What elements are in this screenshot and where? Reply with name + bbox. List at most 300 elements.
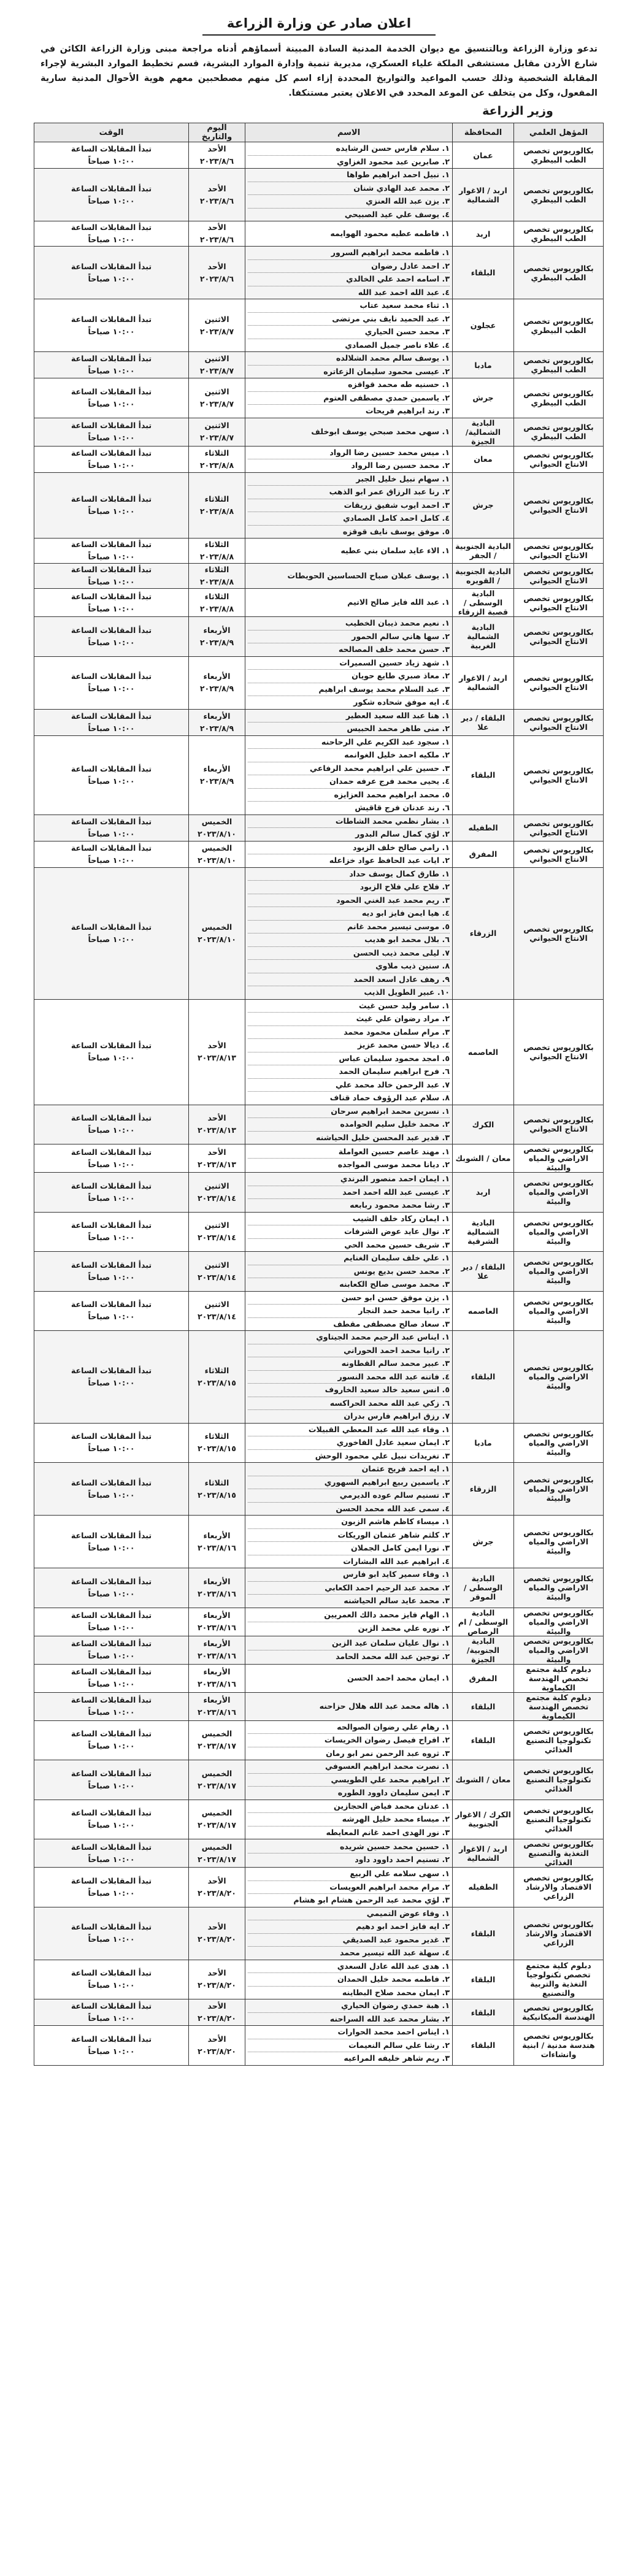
qualification-cell: بكالوريوس تخصص الاراضي والمياه والبيئة [514,1144,604,1173]
candidate-name: ٣. احمد ايوب شفيق زريقات [248,499,450,513]
governorate-cell: البلقاء [453,735,514,815]
time-cell [34,169,189,221]
names-cell [245,735,453,815]
time-cell [34,1173,189,1213]
time-cell [34,617,189,657]
candidate-name: ٦. بلال محمد ابو هديب [248,933,450,947]
interview-day: الأحد [207,2001,226,2011]
candidate-name: ١. فاطمه محمد ابراهيم السرور [248,247,450,260]
time-label: تبدأ المقابلات الساعة [71,922,152,932]
qualification-cell: بكالوريوس تخصص الطب البيطري [514,378,604,418]
candidate-name: ٢. مرام محمد ابراهيم العويسات [248,1881,450,1895]
interview-date: ٢٠٢٣/٨/٨ [199,506,234,516]
candidate-name: ١. ثناء محمد سعيد عتاب [248,299,450,313]
time-cell [34,841,189,867]
candidate-name: ١. سلام فارس حسن الرشايده [248,142,450,156]
governorate-cell: المفرق [453,841,514,867]
interview-date: ٢٠٢٣/٨/١٠ [197,829,236,838]
time-label: تبدأ المقابلات الساعة [71,1113,152,1123]
candidate-name: ٢. ملكيه احمد خليل الغوانمه [248,749,450,762]
names-cell [245,815,453,841]
candidate-name: ٤. فاتنه عبد الله محمد النسور [248,1371,450,1384]
date-cell [189,1144,245,1173]
date-cell [189,1907,245,1960]
candidate-name: ٢. رشا علي سالم النعيمات [248,2039,450,2053]
governorate-cell: البلقاء [453,247,514,299]
interview-day: الأربعاء [203,1611,231,1620]
date-cell [189,1692,245,1720]
time-label: تبدأ المقابلات الساعة [71,494,152,504]
candidate-name: ١. سجود عبد الكريم علي الرحاحنه [248,736,450,749]
time-value: ١٠:٠٠ صباحاً [88,1125,135,1135]
governorate-cell: العاصمه [453,999,514,1105]
candidate-name: ٢. ايمان سعيد عادل الفاخوري [248,1436,450,1450]
interview-date: ٢٠٢٣/٨/١٧ [197,1741,236,1751]
time-cell [34,1212,189,1252]
candidate-name: ١. سهام نبيل خليل الجبر [248,473,450,486]
candidate-name: ٢. فلاح علي فلاح الزبود [248,881,450,894]
table-row [34,1800,604,1839]
candidate-name: ٢. نوره علي محمد الزبن [358,1623,450,1633]
candidate-name: ٣. عبير محمد سالم القطاونه [248,1357,450,1371]
candidate-name: ٢. ياسمين حمدي مصطفى العتوم [248,392,450,405]
candidate-name: ٢. فاطمه محمد خليل الحمدان [248,1973,450,1987]
time-label: تبدأ المقابلات الساعة [71,1922,152,1931]
interview-day: الثلاثاء [204,1432,229,1441]
time-label: تبدأ المقابلات الساعة [71,1667,152,1676]
date-cell [189,589,245,617]
interview-date: ٢٠٢٣/٨/١٦ [197,1679,236,1689]
governorate-cell: الطفيله [453,815,514,841]
names-cell [245,867,453,999]
interview-day: الخميس [201,1768,233,1778]
governorate-cell: البادية الجنوبية / القويره [453,564,514,589]
names-cell [245,1291,453,1331]
candidate-name: ١. طارق كمال يوسف حداد [248,868,450,881]
governorate-cell: البلقاء [453,1999,514,2026]
interview-date: ٢٠٢٣/٨/١٤ [197,1272,236,1282]
time-label: تبدأ المقابلات الساعة [71,314,152,324]
time-cell [34,247,189,299]
interview-day: الأربعاء [203,1576,231,1586]
time-label: تبدأ المقابلات الساعة [71,540,152,549]
candidate-name: ١. سهى سلامه علي الربيع [248,1868,450,1881]
names-cell [245,656,453,709]
table-row [34,1331,604,1424]
interview-date: ٢٠٢٣/٨/٦ [199,274,234,283]
interview-day: الأحد [207,223,226,232]
candidate-name: ٢. تسنيم احمد داوود داود [355,1855,450,1864]
time-value: ١٠:٠٠ صباحاً [88,1679,135,1689]
interview-date: ٢٠٢٣/٨/٢٠ [197,1934,236,1944]
time-cell [34,1516,189,1568]
candidate-name: ١. هاله محمد عبد الله هلال حزاحنه [319,1701,450,1711]
candidate-name: ٧. ليلى محمد ذيب الحسن [248,947,450,960]
intro-paragraph: تدعو وزارة الزراعة وبالتنسيق مع ديوان الخدمة المدنية السادة المبينة أسماؤهم أدناه مراجعة مبنى وزارة الزراعة الكائن في شارع الأردن مقابل مستشفى الملكة علياء العسكري، مديرية تنمية وإدارة الموارد البشرية، قسم تخطيط الموارد البشرية لإجراء المقابلة الشخصية وذلك حسب المواعيد والتواريخ المحددة إزاء اسم كل منهم مصطحبين معهم هوية الأحوال المدنية سارية المفعول، وكل من يتخلف عن الموعد المحدد في الاعلان يعتبر مستنكفا. [40,44,598,98]
time-cell [34,1105,189,1144]
table-row [34,1664,604,1692]
time-cell [34,564,189,589]
time-value: ١٠:٠٠ صباحاً [88,855,135,865]
governorate-cell: الكرك / الاغوار الجنوبية [453,1800,514,1839]
candidate-name: ٣. حسن محمد خلف المصالحه [338,645,450,654]
time-value: ١٠:٠٠ صباحاً [88,196,135,205]
names-cell [245,169,453,221]
time-value: ١٠:٠٠ صباحاً [88,1623,135,1632]
candidate-name: ١. ايناس احمد محمد الحوارات [248,2026,450,2039]
interview-date: ٢٠٢٣/٨/١٦ [197,1651,236,1660]
time-value: ١٠:٠٠ صباحاً [88,1980,135,1990]
candidate-name: ٢. ديانا محمد موسى المواجده [337,1160,450,1169]
governorate-cell: البلقاء [453,1692,514,1720]
candidate-name: ٣. رشا محمد محمود ربابعه [350,1200,450,1209]
header-time: الوقت [34,123,189,142]
names-cell [245,1868,453,1907]
date-cell [189,221,245,247]
interview-day: الأربعاء [203,1639,231,1648]
names-cell [245,1800,453,1839]
date-cell [189,709,245,735]
time-label: تبدأ المقابلات الساعة [71,565,152,574]
governorate-cell: البلقاء [453,1960,514,1999]
table-row [34,1868,604,1907]
governorate-cell: عمان [453,142,514,169]
qualification-cell: بكالوريوس تخصص الطب البيطري [514,247,604,299]
time-value: ١٠:٠٠ صباحاً [88,1589,135,1598]
time-value: ١٠:٠٠ صباحاً [88,1233,135,1243]
interview-date: ٢٠٢٣/٨/٦ [199,156,234,166]
interview-day: الاثنين [204,421,229,430]
candidate-name: ٣. ايمن سليمان داوود الطوره [337,1788,450,1797]
candidate-name: ٢. محمد حسين رضا الرواد [351,461,450,470]
interview-day: الخميس [201,1842,233,1852]
candidate-name: ٢. صابرين عبد محمود الغزاوي [337,156,450,166]
candidate-name: ٣. عبد السلام محمد يوسف ابراهيم [248,683,450,697]
qualification-cell: بكالوريوس تخصص الاراضي والمياه والبيئة [514,1608,604,1636]
time-value: ١٠:٠٠ صباحاً [88,684,135,693]
time-cell [34,539,189,564]
candidate-name: ٣. يزن عبد الله العنزي [248,195,450,209]
table-row [34,1960,604,1999]
interview-date: ٢٠٢٣/٨/٧ [199,433,234,442]
names-cell [245,1463,453,1516]
interview-date: ٢٠٢٣/٨/١٥ [197,1444,236,1454]
interview-date: ٢٠٢٣/٨/١٠ [197,934,236,944]
time-cell [34,1720,189,1760]
interview-day: الأحد [207,144,226,153]
candidate-name: ٣. غدير محمود عبد الصديقي [248,1934,450,1947]
interview-table [34,123,604,2066]
candidate-name: ٣. محمد عايد سالم الحياشنه [344,1596,450,1605]
qualification-cell: بكالوريوس تخصص الاراضي والمياه والبيئة [514,1252,604,1292]
time-cell [34,1760,189,1800]
governorate-cell: البلقاء / دير علا [453,709,514,735]
candidate-name: ٢. ايات عبد الحافظ عواد خزاعله [329,856,450,865]
interview-day: الثلاثاء [204,1478,229,1487]
time-cell [34,1868,189,1907]
time-label: تبدأ المقابلات الساعة [71,711,152,721]
candidate-name: ١. ايمان محمد احمد الحسن [347,1673,450,1682]
date-cell [189,247,245,299]
candidate-name: ٣. سعاد صالح مصطفى مقطف [333,1319,450,1328]
names-cell [245,999,453,1105]
date-cell [189,1568,245,1608]
candidate-name: ٢. ميساء محمد خليل الهرشه [248,1813,450,1827]
names-cell [245,299,453,352]
candidate-name: ٢. محمد خليل سليم الحوامده [248,1118,450,1132]
interview-date: ٢٠٢٣/٨/٩ [199,637,234,647]
interview-day: الخميس [201,1808,233,1818]
candidate-name: ١. ايه احمد فريح عثمان [248,1463,450,1476]
interview-day: الاثنين [204,314,229,324]
candidate-name: ١. مهند عاصم حسين العواملة [248,1146,450,1159]
time-value: ١٠:٠٠ صباحاً [88,1444,135,1454]
names-cell [245,352,453,378]
date-cell [189,1868,245,1907]
page-bottom-margin [0,2532,638,2556]
governorate-cell: الزرقاء [453,1463,514,1516]
interview-day: الثلاثاء [204,540,229,549]
table-row [34,539,604,564]
candidate-name: ١. عبد الله فايز صالح الاتيم [347,597,450,607]
time-cell [34,142,189,169]
names-cell [245,1608,453,1636]
qualification-cell: بكالوريوس تخصص الانتاج الحيواني [514,617,604,657]
interview-day: الاثنين [204,1181,229,1190]
candidate-name: ٤. ايه موفق شحاده شكور [353,697,450,707]
qualification-cell: بكالوريوس تخصص الانتاج الحيواني [514,735,604,815]
date-cell [189,1760,245,1800]
table-row [34,169,604,221]
governorate-cell: البلقاء [453,2026,514,2066]
candidate-name: ٣. ريم محمد عبد الغني الحمود [248,894,450,908]
candidate-name: ٢. لؤي كمال سالم البدور [355,829,450,838]
governorate-cell: معان / الشوبك [453,1144,514,1173]
interview-date: ٢٠٢٣/٨/١٣ [197,1159,236,1169]
time-cell [34,1568,189,1608]
date-cell [189,142,245,169]
qualification-cell: بكالوريوس تخصص تكنولوجيا التصنيع الغذائي [514,1720,604,1760]
governorate-cell: البلقاء [453,1720,514,1760]
interview-date: ٢٠٢٣/٨/١٦ [197,1708,236,1717]
interview-day: الخميس [201,922,233,932]
candidate-name: ١. سامر وليد حسن غيث [248,1000,450,1013]
interview-day: الاثنين [204,1221,229,1230]
candidate-name: ٢. ايه فايز احمد ابو دهيم [248,1920,450,1934]
candidate-name: ٢. عيسى عبد الله احمد احمد [248,1186,450,1200]
interview-day: الثلاثاء [204,494,229,504]
candidate-name: ١. نوال عليان سلمان عيد الزبن [248,1637,450,1650]
candidate-name: ٣. مرام سلمان محمود محمد [248,1026,450,1040]
candidate-name: ٢. افراح فيصل رضوان الخريسات [248,1734,450,1747]
table-row [34,617,604,657]
time-label: تبدأ المقابلات الساعة [71,2034,152,2044]
table-row [34,735,604,815]
interview-date: ٢٠٢٣/٨/٧ [199,366,234,375]
header-name: الاسم [245,123,453,142]
interview-day: الأربعاء [203,1695,231,1704]
interview-date: ٢٠٢٣/٨/٢٠ [197,2046,236,2056]
time-label: تبدأ المقابلات الساعة [71,1300,152,1309]
table-row [34,299,604,352]
qualification-cell: بكالوريوس تخصص الانتاج الحيواني [514,867,604,999]
candidate-name: ١. وفاء عوض التميمي [248,1907,450,1921]
interview-date: ٢٠٢٣/٨/٦ [199,235,234,244]
signature: وزير الزراعة [482,104,553,118]
date-cell [189,656,245,709]
interview-date: ٢٠٢٣/٨/٢٠ [197,2014,236,2023]
interview-day: الأربعاء [203,1530,231,1540]
time-label: تبدأ المقابلات الساعة [71,448,152,458]
time-value: ١٠:٠٠ صباحاً [88,506,135,516]
interview-date: ٢٠٢٣/٨/١٧ [197,1781,236,1790]
time-label: تبدأ المقابلات الساعة [71,144,152,153]
date-cell [189,1331,245,1424]
time-label: تبدأ المقابلات الساعة [71,843,152,853]
candidate-name: ٤. يحيى محمد فرج عرفه حمدان [248,775,450,789]
table-row [34,841,604,867]
candidate-name: ٦. زكي عبد الله محمد الحراكسه [248,1397,450,1411]
time-label: تبدأ المقابلات الساعة [71,1808,152,1818]
time-value: ١٠:٠٠ صباحاً [88,326,135,336]
time-cell [34,1331,189,1424]
candidate-name: ٤. سهلة عبد الله تيسير محمد [340,1948,450,1957]
candidate-name: ٩. رهف عادل اسعد الحمد [248,973,450,987]
candidate-name: ٢. توجين عبد الله محمد الحامد [336,1651,450,1661]
date-cell [189,378,245,418]
time-value: ١٠:٠٠ صباحاً [88,1159,135,1169]
qualification-cell: بكالوريوس تخصص الانتاج الحيواني [514,656,604,709]
candidate-name: ١. ايمان ركاد خلف الشيب [248,1213,450,1226]
time-value: ١٠:٠٠ صباحاً [88,156,135,166]
qualification-cell: بكالوريوس تخصص الاراضي والمياه والبيئة [514,1423,604,1463]
time-cell [34,418,189,446]
names-cell [245,1692,453,1720]
interview-date: ٢٠٢٣/٨/١٤ [197,1312,236,1322]
time-label: تبدأ المقابلات الساعة [71,1768,152,1778]
candidate-name: ٢. رنا عبد الرزاق عمر ابو الذهب [248,486,450,499]
names-cell [245,539,453,564]
table-row [34,867,604,999]
names-cell [245,1907,453,1960]
names-cell [245,617,453,657]
candidate-name: ٦. فرح ابراهيم سليمان الحمد [248,1065,450,1079]
table-row [34,1636,604,1664]
qualification-cell: بكالوريوس تخصص تكنولوجيا التصنيع الغذائي [514,1800,604,1839]
time-value: ١٠:٠٠ صباحاً [88,1651,135,1660]
time-value: ١٠:٠٠ صباحاً [88,776,135,786]
time-cell [34,446,189,472]
time-cell [34,1144,189,1173]
time-value: ١٠:٠٠ صباحاً [88,1888,135,1898]
time-value: ١٠:٠٠ صباحاً [88,552,135,561]
table-row [34,999,604,1105]
qualification-cell: بكالوريوس تخصص الانتاج الحيواني [514,589,604,617]
date-cell [189,418,245,446]
time-value: ١٠:٠٠ صباحاً [88,1490,135,1500]
candidate-name: ١. ايناس عبد الرحيم محمد الجيتاوي [248,1331,450,1344]
table-row [34,589,604,617]
time-label: تبدأ المقابلات الساعة [71,1968,152,1978]
qualification-cell: بكالوريوس تخصص الطب البيطري [514,352,604,378]
table-row [34,352,604,378]
time-label: تبدأ المقابلات الساعة [71,1432,152,1441]
governorate-cell: المفرق [453,1664,514,1692]
time-label: تبدأ المقابلات الساعة [71,1221,152,1230]
date-cell [189,1212,245,1252]
table-row [34,1144,604,1173]
time-label: تبدأ المقابلات الساعة [71,354,152,363]
time-value: ١٠:٠٠ صباحاً [88,2014,135,2023]
interview-day: الأحد [207,261,226,271]
interview-date: ٢٠٢٣/٨/٨ [199,460,234,470]
time-cell [34,1839,189,1868]
interview-date: ٢٠٢٣/٨/٨ [199,604,234,613]
candidate-name: ٣. تسنيم سالم عوده الديرمي [248,1489,450,1503]
candidate-name: ٢. رانيا محمد احمد الحوراني [248,1344,450,1358]
names-cell [245,589,453,617]
names-cell [245,841,453,867]
time-value: ١٠:٠٠ صباحاً [88,829,135,838]
date-cell [189,1105,245,1144]
candidate-name: ٣. نورا ايمن كامل الجملان [248,1542,450,1555]
time-cell [34,867,189,999]
table-row [34,1907,604,1960]
time-label: تبدأ المقابلات الساعة [71,1639,152,1648]
candidate-name: ٢. احمد عادل رضوان [248,260,450,274]
time-value: ١٠:٠٠ صباحاً [88,433,135,442]
candidate-name: ٢. نوال عايد عوض الشرفات [248,1225,450,1239]
date-cell [189,2026,245,2066]
names-cell [245,1331,453,1424]
candidate-name: ١. هبة حمدي رضوان الحياري [248,1999,450,2013]
candidate-name: ١. نصرت محمد ابراهيم العسوفي [248,1760,450,1774]
candidate-name: ٢. مراد رضوان علي غيث [248,1013,450,1026]
candidate-name: ١. علي خلف سليمان الغنايم [248,1252,450,1265]
candidate-name: ١. هدى عبد الله عادل السعدي [248,1960,450,1974]
qualification-cell: بكالوريوس تخصص الانتاج الحيواني [514,999,604,1105]
qualification-cell: بكالوريوس تخصص الاراضي والمياه والبيئة [514,1463,604,1516]
qualification-cell: بكالوريوس تخصص الانتاج الحيواني [514,709,604,735]
time-value: ١٠:٠٠ صباحاً [88,235,135,244]
interview-day: الأحد [207,1147,226,1157]
interview-date: ٢٠٢٣/٨/٧ [199,326,234,336]
candidate-name: ٣. اسامه احمد علي الخالدي [248,273,450,286]
date-cell [189,1839,245,1868]
names-cell [245,1173,453,1213]
interview-day: الخميس [201,843,233,853]
qualification-cell: بكالوريوس تخصص الانتاج الحيواني [514,1105,604,1144]
time-value: ١٠:٠٠ صباحاً [88,274,135,283]
interview-day: الأربعاء [203,672,231,681]
names-cell [245,1636,453,1664]
qualification-cell: بكالوريوس تخصص الاراضي والمياه والبيئة [514,1291,604,1331]
date-cell [189,539,245,564]
table-row [34,1291,604,1331]
governorate-cell: الطفيله [453,1868,514,1907]
candidate-name: ١. رهام علي رضوان الصوالحه [248,1721,450,1735]
interview-day: الأربعاء [203,625,231,635]
time-label: تبدأ المقابلات الساعة [71,1478,152,1487]
names-cell [245,378,453,418]
candidate-name: ٤. سمى عبد الله محمد الحسن [336,1503,450,1513]
qualification-cell: بكالوريوس تخصص الاراضي والمياه والبيئة [514,1212,604,1252]
names-cell [245,1960,453,1999]
candidate-name: ٤. عبد الله احمد عبد الله [358,287,450,297]
candidate-name: ٣. ايمان محمد صلاح البطاينه [342,1987,450,1997]
candidate-name: ١. يوسف عبلان صباح الحساسين الحويطات [287,570,450,580]
governorate-cell: اربد / الاغوار الشمالية [453,169,514,221]
